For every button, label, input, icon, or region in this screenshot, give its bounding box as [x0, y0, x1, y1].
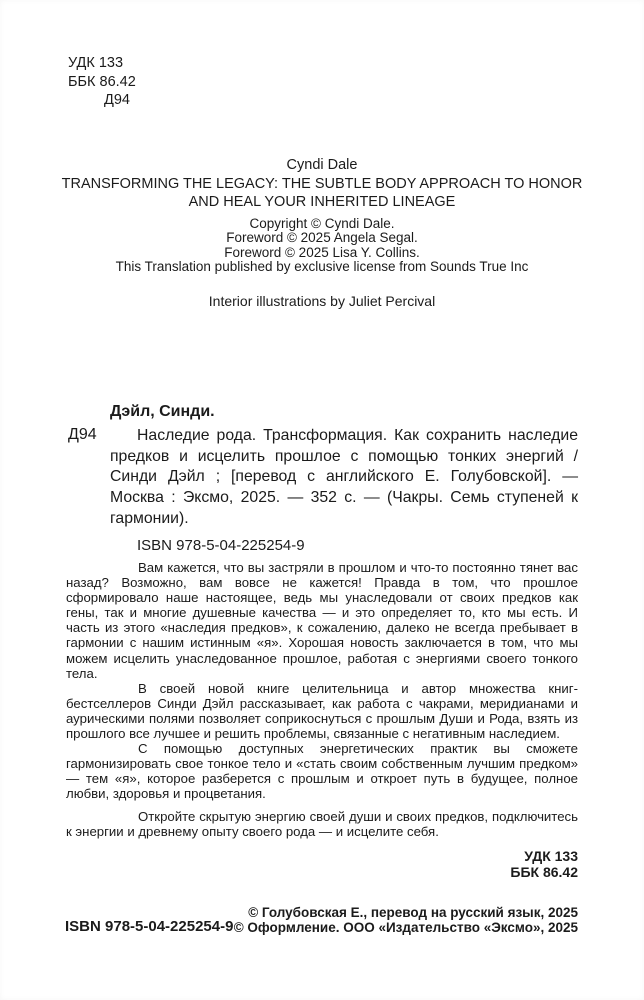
copyright-line: Copyright © Cyndi Dale. — [249, 216, 395, 231]
bbk-code-bottom: ББК 86.42 — [510, 863, 578, 880]
original-author: Cyndi Dale — [286, 157, 358, 173]
annotation-paragraph: Вам кажется, что вы застряли в прошлом и что-то постоянно тянет вас назад? Возможно, вам вовсе не кажется! Правда в том, что прошлое сформировало наше настоящее, ведь мы унаследовали от своих предков как гены, так и многие душевные качества — и это определяет то, кто мы есть. И часть из этого «наследия предков», к сожалению, далеко не всегда пребывает в гармонии с нашим истинным «я». Хорошая новость заключается в том, что мы можем исцелить унаследованное прошлое, работая с энергиями своего тонкого тела. — [66, 560, 578, 681]
translation-copyright-line: © Голубовская Е., перевод на русский язык, 2025 — [248, 905, 578, 920]
catalog-description: Наследие рода. Трансформация. Как сохранить наследие предков и исцелить прошлое с помощью тонких энергий / Синди Дэйл ; [перевод с английского Е. Голубовской]. — Москва : Эксмо, 2025. — 352 с. — (Чакры. Семь ступеней к гармонии). — [110, 427, 578, 527]
annotation-paragraph: В своей новой книге целительница и автор множества книг-бестселлеров Синди Дэйл рассказывает, как работа с чакрами, меридианами и аурическими полями позволяет соприкоснуться с прошлым Души и Рода, взять из прошлого все лучшее и решить проблемы, связанные с негативным наследием. — [66, 680, 578, 742]
illustrations-credit: Interior illustrations by Juliet Percival — [208, 293, 436, 309]
original-title: TRANSFORMING THE LEGACY: THE SUBTLE BODY APPROACH TO HONOR AND HEAL YOUR INHERITED LINEAGE — [61, 175, 583, 211]
udk-code: УДК 133 — [68, 55, 124, 71]
footer-isbn: ISBN 978-5-04-225254-9 — [65, 918, 234, 935]
footer-copyright-block — [234, 905, 578, 935]
foreword-line-1: Foreword © 2025 Angela Segal. — [226, 230, 418, 246]
top-classification-codes — [68, 54, 136, 110]
udk-code-bottom: УДК 133 — [524, 848, 578, 864]
bbk-code: ББК 86.42 — [68, 73, 136, 90]
annotation-block — [66, 560, 578, 839]
catalog-author-heading: Дэйл, Синди. — [110, 403, 215, 420]
foreword-line-2: Foreword © 2025 Lisa Y. Collins. — [224, 244, 420, 260]
license-line: This Translation published by exclusive license from Sounds True Inc — [115, 259, 529, 275]
bottom-classification-codes — [510, 849, 578, 881]
original-copyright-block — [0, 217, 644, 275]
annotation-paragraph: С помощью доступных энергетических практик вы сможете гармонизировать свое тонкое тело и «стать своим собственным лучшим предком» — тем «я», которое разберется с прошлым и откроет путь в будущее, полное любви, здоровья и процветания. — [66, 741, 578, 802]
catalog-isbn: ISBN 978-5-04-225254-9 — [137, 537, 305, 554]
original-edition-block — [0, 156, 644, 212]
annotation-paragraph: Откройте скрытую энергию своей души и своих предков, подключитесь к энергии и древнему опыту своего рода — и исцелите себя. — [66, 808, 578, 839]
design-copyright-line: © Оформление. ООО «Издательство «Эксмо», 2025 — [233, 920, 578, 936]
catalog-author-code: Д94 — [68, 426, 97, 443]
author-sign-code: Д94 — [104, 92, 130, 109]
